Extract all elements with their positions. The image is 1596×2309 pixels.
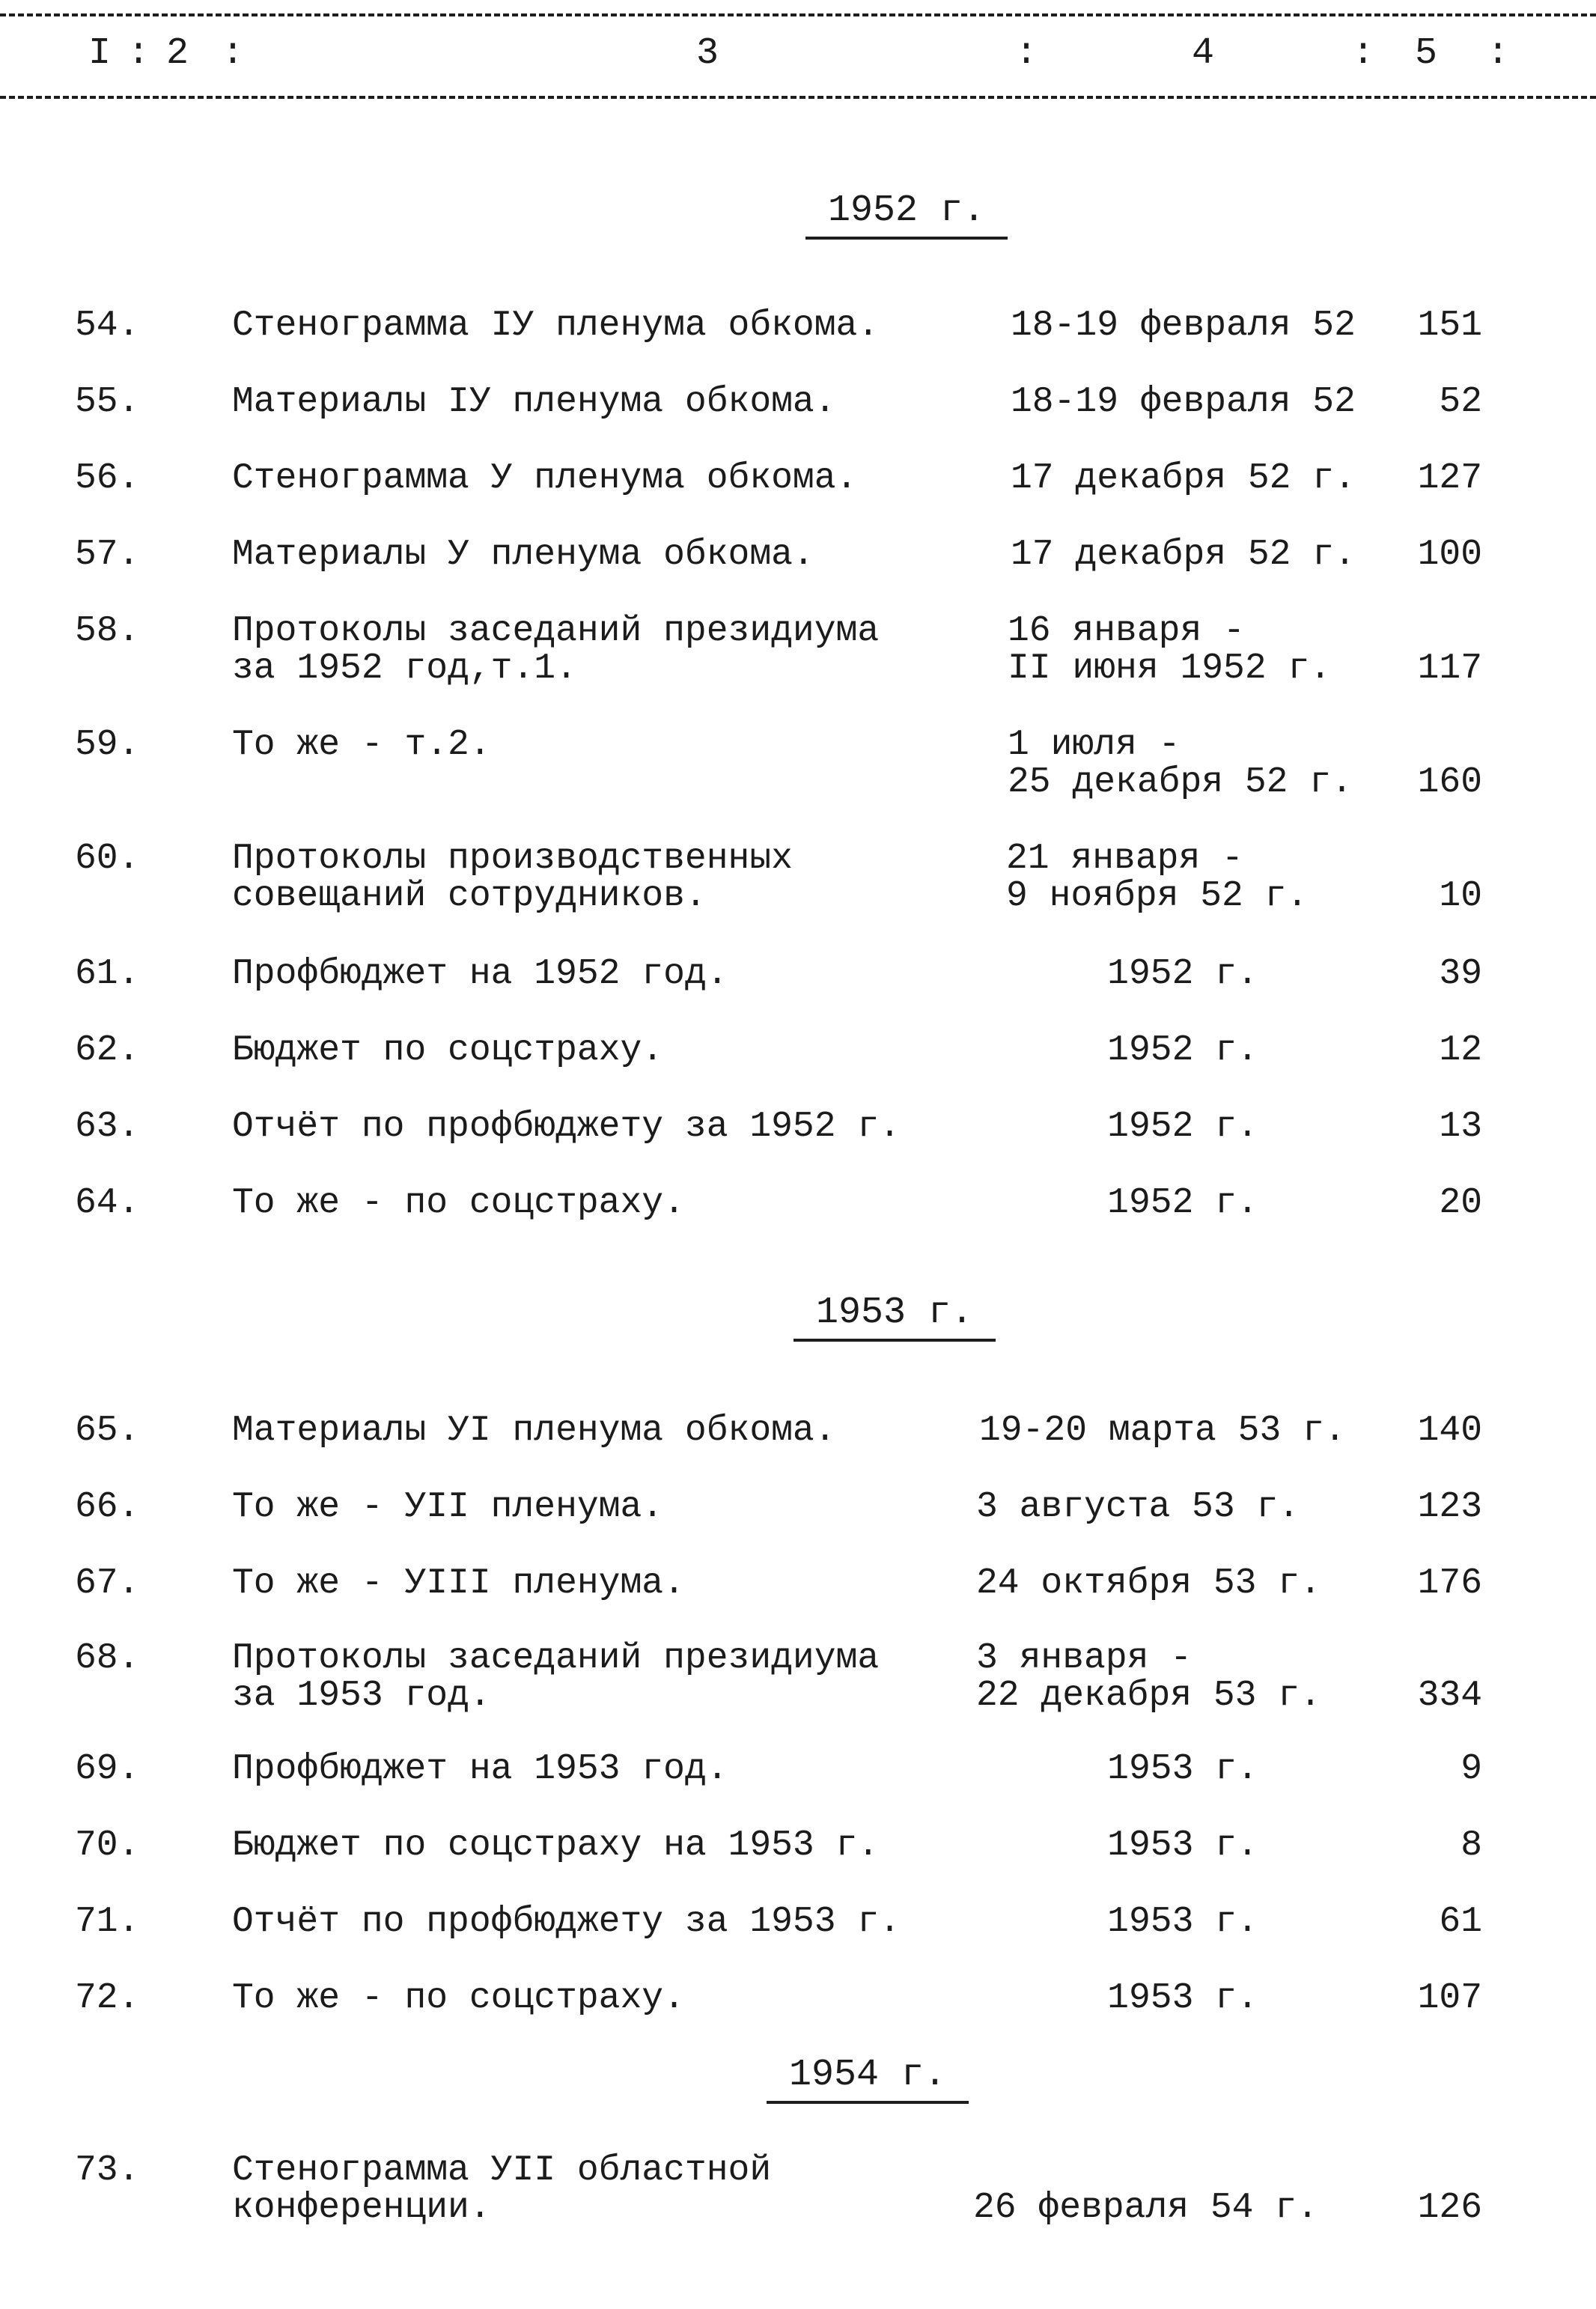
item-number: 68. xyxy=(75,1638,140,1679)
item-number: 70. xyxy=(75,1825,140,1866)
header-rule-top xyxy=(0,13,1596,16)
header-separator: : xyxy=(1352,32,1375,75)
header-col-3: 3 xyxy=(696,32,719,75)
item-sheet-count: 107 xyxy=(1417,1978,1482,2019)
item-date: 1953 г. xyxy=(1107,1749,1258,1789)
item-number: 54. xyxy=(75,305,140,346)
item-title: Бюджет по соцстраху на 1953 г. xyxy=(232,1825,880,1866)
item-number: 61. xyxy=(75,954,140,994)
item-title: Материалы IУ пленума обкома. xyxy=(232,382,836,422)
item-date: 1953 г. xyxy=(1107,1978,1258,2019)
header-col-4: 4 xyxy=(1192,32,1215,75)
item-number: 69. xyxy=(75,1749,140,1789)
item-number: 62. xyxy=(75,1030,140,1071)
item-date: 1952 г. xyxy=(1107,1030,1258,1071)
item-date: 17 декабря 52 г. xyxy=(1011,458,1356,499)
section-year-1954: 1954 г. xyxy=(767,2053,969,2104)
item-title: Стенограмма УII областной конференции. xyxy=(232,2150,772,2228)
item-sheet-count: 10 xyxy=(1439,876,1482,916)
item-date: 16 января - II июня 1952 г. xyxy=(1008,611,1332,689)
header-col-2: 2 xyxy=(166,32,189,75)
item-number: 72. xyxy=(75,1978,140,2019)
item-sheet-count: 100 xyxy=(1417,535,1482,575)
item-number: 56. xyxy=(75,458,140,499)
header-separator: : xyxy=(1015,32,1038,75)
item-date: 19-20 марта 53 г. xyxy=(979,1411,1346,1451)
item-date: 1952 г. xyxy=(1107,954,1258,994)
header-col-5: 5 xyxy=(1415,32,1438,75)
item-title: Протоколы заседаний президиума за 1953 год. xyxy=(232,1638,880,1716)
section-year-1952: 1952 г. xyxy=(805,189,1008,240)
section-year-1953: 1953 г. xyxy=(794,1291,996,1342)
item-date: 18-19 февраля 52 xyxy=(1011,382,1356,422)
item-sheet-count: 12 xyxy=(1439,1030,1482,1071)
item-date: 1953 г. xyxy=(1107,1825,1258,1866)
item-sheet-count: 151 xyxy=(1417,305,1482,346)
item-title: Протоколы заседаний президиума за 1952 год,т.1. xyxy=(232,611,880,689)
header-separator: : xyxy=(1487,32,1510,75)
item-number: 55. xyxy=(75,382,140,422)
item-sheet-count: 176 xyxy=(1417,1563,1482,1604)
item-title: Профбюджет на 1953 год. xyxy=(232,1749,728,1789)
item-sheet-count: 123 xyxy=(1417,1487,1482,1527)
item-sheet-count: 8 xyxy=(1461,1825,1482,1866)
item-sheet-count: 39 xyxy=(1439,954,1482,994)
item-date: 1952 г. xyxy=(1107,1107,1258,1147)
item-date: 1952 г. xyxy=(1107,1183,1258,1223)
item-number: 64. xyxy=(75,1183,140,1223)
item-date: 17 декабря 52 г. xyxy=(1011,535,1356,575)
item-sheet-count: 9 xyxy=(1461,1749,1482,1789)
item-number: 71. xyxy=(75,1902,140,1942)
item-title: Стенограмма IУ пленума обкома. xyxy=(232,305,880,346)
header-separator: : xyxy=(222,32,245,75)
item-sheet-count: 20 xyxy=(1439,1183,1482,1223)
item-sheet-count: 140 xyxy=(1417,1411,1482,1451)
item-number: 65. xyxy=(75,1411,140,1451)
item-number: 59. xyxy=(75,725,140,765)
item-title: Бюджет по соцстраху. xyxy=(232,1030,664,1071)
header-separator: : xyxy=(127,32,150,75)
item-title: Профбюджет на 1952 год. xyxy=(232,954,728,994)
item-sheet-count: 126 xyxy=(1417,2188,1482,2228)
item-sheet-count: 334 xyxy=(1417,1676,1482,1716)
item-title: То же - по соцстраху. xyxy=(232,1183,685,1223)
item-sheet-count: 127 xyxy=(1417,458,1482,499)
item-number: 66. xyxy=(75,1487,140,1527)
item-number: 63. xyxy=(75,1107,140,1147)
item-sheet-count: 52 xyxy=(1439,382,1482,422)
item-title: Отчёт по профбюджету за 1952 г. xyxy=(232,1107,901,1147)
item-title: То же - УII пленума. xyxy=(232,1487,664,1527)
item-date: 3 января - 22 декабря 53 г. xyxy=(976,1638,1321,1716)
item-number: 58. xyxy=(75,611,140,651)
item-title: Материалы У пленума обкома. xyxy=(232,535,814,575)
item-date: 1953 г. xyxy=(1107,1902,1258,1942)
item-number: 67. xyxy=(75,1563,140,1604)
item-title: То же - т.2. xyxy=(232,725,491,765)
item-title: Материалы УI пленума обкома. xyxy=(232,1411,836,1451)
item-title: Отчёт по профбюджету за 1953 г. xyxy=(232,1902,901,1942)
item-number: 57. xyxy=(75,535,140,575)
item-date: 18-19 февраля 52 xyxy=(1011,305,1356,346)
item-number: 73. xyxy=(75,2150,140,2191)
item-number: 60. xyxy=(75,839,140,879)
item-date: 1 июля - 25 декабря 52 г. xyxy=(1008,725,1353,803)
header-rule-bottom xyxy=(0,96,1596,99)
item-title: То же - УIII пленума. xyxy=(232,1563,685,1604)
item-sheet-count: 61 xyxy=(1439,1902,1482,1942)
item-date: 26 февраля 54 г. xyxy=(973,2188,1318,2228)
item-title: Протоколы производственных совещаний сотрудников. xyxy=(232,839,793,916)
item-sheet-count: 160 xyxy=(1417,762,1482,803)
item-title: Стенограмма У пленума обкома. xyxy=(232,458,858,499)
item-sheet-count: 117 xyxy=(1417,648,1482,689)
header-col-1: I xyxy=(88,32,112,75)
item-date: 21 января - 9 ноября 52 г. xyxy=(1006,839,1309,916)
item-date: 3 августа 53 г. xyxy=(976,1487,1300,1527)
item-title: То же - по соцстраху. xyxy=(232,1978,685,2019)
item-date: 24 октября 53 г. xyxy=(976,1563,1321,1604)
item-sheet-count: 13 xyxy=(1439,1107,1482,1147)
